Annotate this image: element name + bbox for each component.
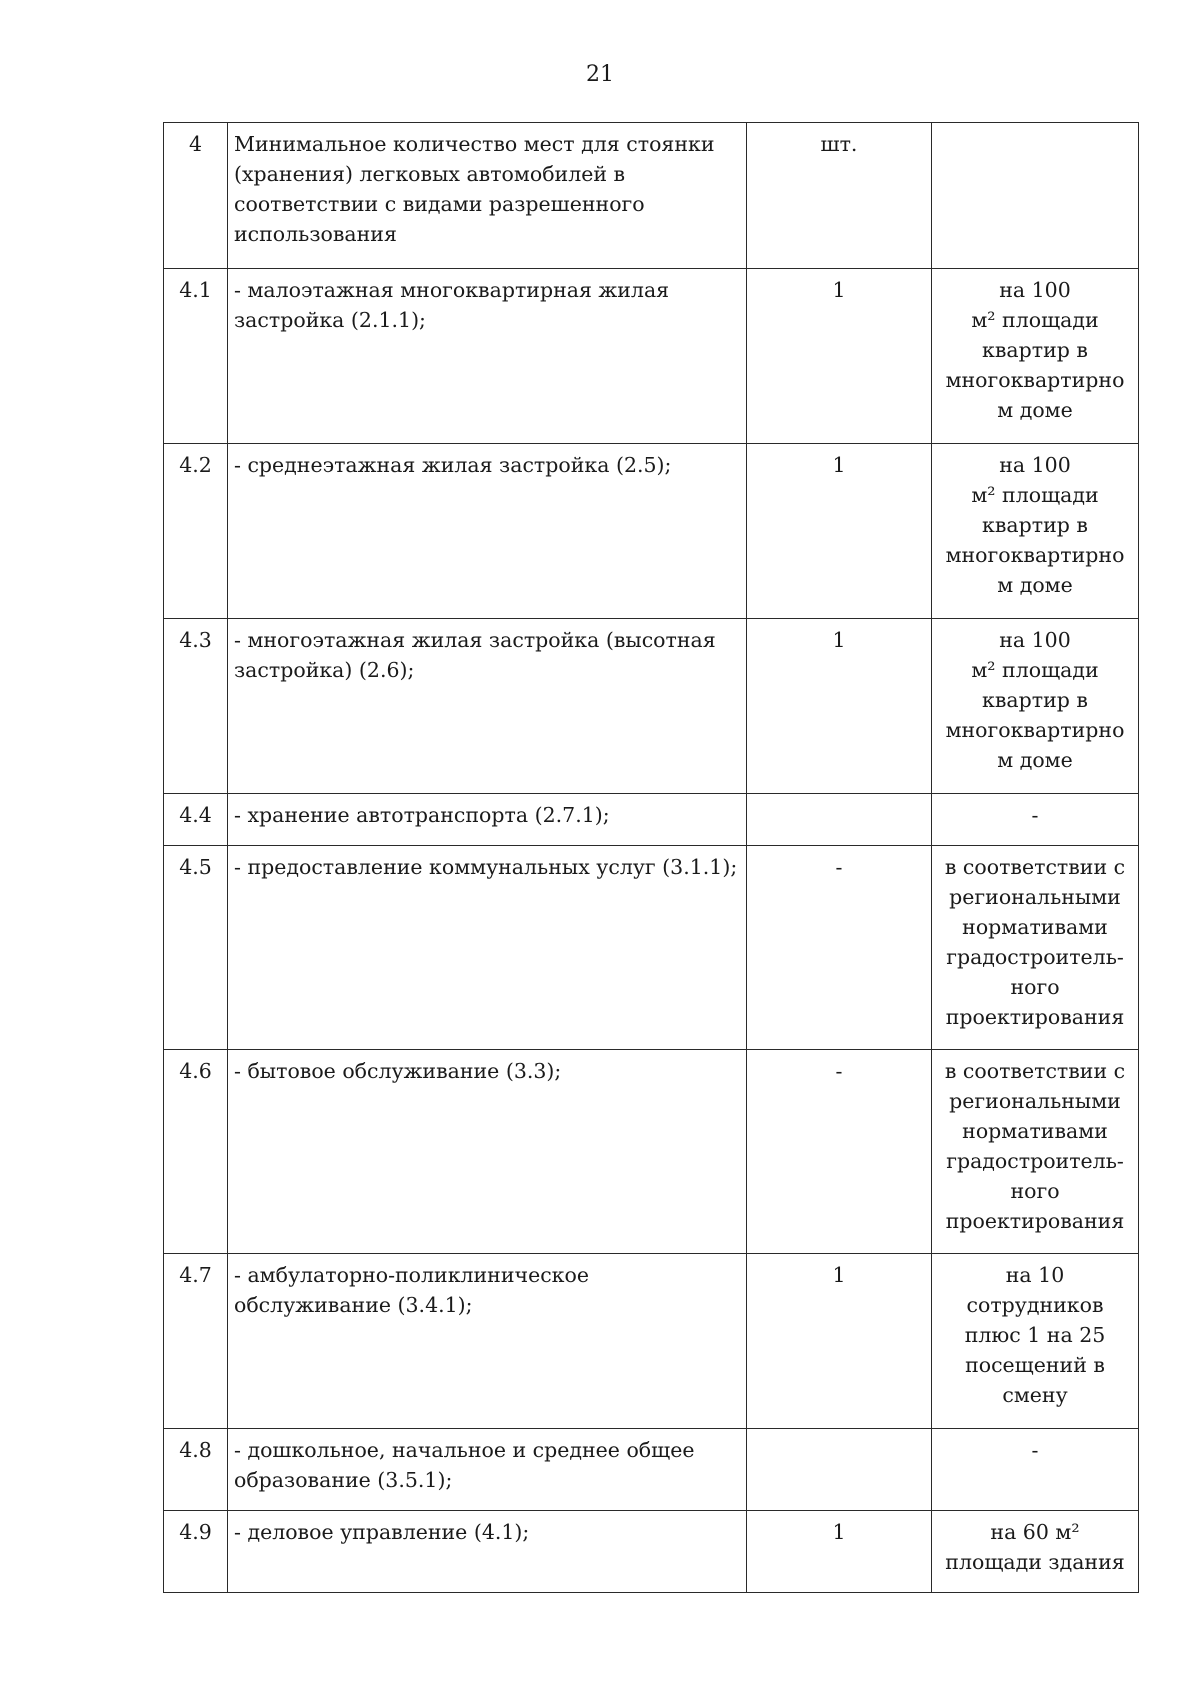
row-value xyxy=(932,444,1139,619)
row-value-line: на 10 xyxy=(1005,1263,1065,1287)
row-value-line: градостроитель- xyxy=(946,945,1124,969)
table-row xyxy=(164,846,1139,1050)
row-value-line: м доме xyxy=(997,748,1073,772)
row-number: 4.2 xyxy=(164,444,228,619)
row-number: 4.5 xyxy=(164,846,228,1050)
table-body xyxy=(164,123,1139,1593)
row-value-line: м² площади xyxy=(971,483,1099,507)
row-value-line: на 60 м² xyxy=(990,1520,1080,1544)
row-unit xyxy=(747,794,932,846)
row-value-line: региональными xyxy=(949,1089,1121,1113)
row-value-line: нормативами xyxy=(962,1119,1108,1143)
row-value-line: м² площади xyxy=(971,308,1099,332)
row-value-line: многоквартирно xyxy=(945,368,1125,392)
row-value-line: квартир в xyxy=(982,338,1088,362)
row-value-line: смену xyxy=(1002,1383,1068,1407)
row-value-line: региональными xyxy=(949,885,1121,909)
row-value-line: многоквартирно xyxy=(945,718,1125,742)
table-row xyxy=(164,619,1139,794)
row-value-line: проектирования xyxy=(945,1005,1125,1029)
row-value-line: плюс 1 на 25 xyxy=(964,1323,1106,1347)
row-unit: 1 xyxy=(747,619,932,794)
row-value-line: сотрудников xyxy=(966,1293,1104,1317)
row-name: - бытовое обслуживание (3.3); xyxy=(228,1050,747,1254)
row-number: 4 xyxy=(164,123,228,269)
row-unit: шт. xyxy=(747,123,932,269)
row-value xyxy=(932,123,1139,269)
row-value-line: на 100 xyxy=(999,278,1071,302)
row-name: - среднеэтажная жилая застройка (2.5); xyxy=(228,444,747,619)
row-value-line: нормативами xyxy=(962,915,1108,939)
row-value xyxy=(932,1429,1139,1511)
table-row xyxy=(164,1050,1139,1254)
row-value-line: на 100 xyxy=(999,628,1071,652)
row-name: - деловое управление (4.1); xyxy=(228,1511,747,1593)
table-row xyxy=(164,1254,1139,1429)
row-unit: - xyxy=(747,846,932,1050)
row-value-line: м² площади xyxy=(971,658,1099,682)
row-number: 4.9 xyxy=(164,1511,228,1593)
row-value xyxy=(932,269,1139,444)
row-value-line: посещений в xyxy=(965,1353,1105,1377)
row-value-line: в соответствии с xyxy=(944,1059,1126,1083)
table-row xyxy=(164,1511,1139,1593)
row-value xyxy=(932,1511,1139,1593)
row-value-line: многоквартирно xyxy=(945,543,1125,567)
row-value xyxy=(932,794,1139,846)
row-value-line: м доме xyxy=(997,398,1073,422)
row-value xyxy=(932,846,1139,1050)
table-row xyxy=(164,123,1139,269)
row-value-line: ного xyxy=(1010,975,1060,999)
row-value-line: градостроитель- xyxy=(946,1149,1124,1173)
row-value-line: м доме xyxy=(997,573,1073,597)
row-value-line: на 100 xyxy=(999,453,1071,477)
row-name: Минимальное количество мест для стоянки (хранения) легковых автомобилей в соответствии с видами разрешенного использования xyxy=(228,123,747,269)
row-number: 4.6 xyxy=(164,1050,228,1254)
row-name: - дошкольное, начальное и среднее общее образование (3.5.1); xyxy=(228,1429,747,1511)
row-name: - предоставление коммунальных услуг (3.1.1); xyxy=(228,846,747,1050)
row-number: 4.4 xyxy=(164,794,228,846)
row-unit: 1 xyxy=(747,444,932,619)
row-unit: - xyxy=(747,1050,932,1254)
row-unit xyxy=(747,1429,932,1511)
table-row xyxy=(164,794,1139,846)
row-name: - многоэтажная жилая застройка (высотная застройка) (2.6); xyxy=(228,619,747,794)
table-row xyxy=(164,1429,1139,1511)
row-unit: 1 xyxy=(747,269,932,444)
row-name: - хранение автотранспорта (2.7.1); xyxy=(228,794,747,846)
row-unit: 1 xyxy=(747,1511,932,1593)
row-name: - малоэтажная многоквартирная жилая застройка (2.1.1); xyxy=(228,269,747,444)
page-number: 21 xyxy=(586,62,614,87)
row-value-line: площади здания xyxy=(945,1550,1125,1574)
parking-norms-table xyxy=(163,122,1139,1593)
row-value-line: проектирования xyxy=(945,1209,1125,1233)
row-unit: 1 xyxy=(747,1254,932,1429)
row-number: 4.1 xyxy=(164,269,228,444)
row-value xyxy=(932,1254,1139,1429)
row-value xyxy=(932,1050,1139,1254)
row-value xyxy=(932,619,1139,794)
table-row xyxy=(164,269,1139,444)
row-value-line: - xyxy=(1031,1438,1039,1462)
row-number: 4.8 xyxy=(164,1429,228,1511)
row-value-line: - xyxy=(1031,803,1039,827)
table-row xyxy=(164,444,1139,619)
row-value-line: в соответствии с xyxy=(944,855,1126,879)
row-value-line: ного xyxy=(1010,1179,1060,1203)
row-number: 4.7 xyxy=(164,1254,228,1429)
row-value-line: квартир в xyxy=(982,688,1088,712)
row-name: - амбулаторно-поликлиническое обслуживание (3.4.1); xyxy=(228,1254,747,1429)
row-number: 4.3 xyxy=(164,619,228,794)
row-value-line: квартир в xyxy=(982,513,1088,537)
